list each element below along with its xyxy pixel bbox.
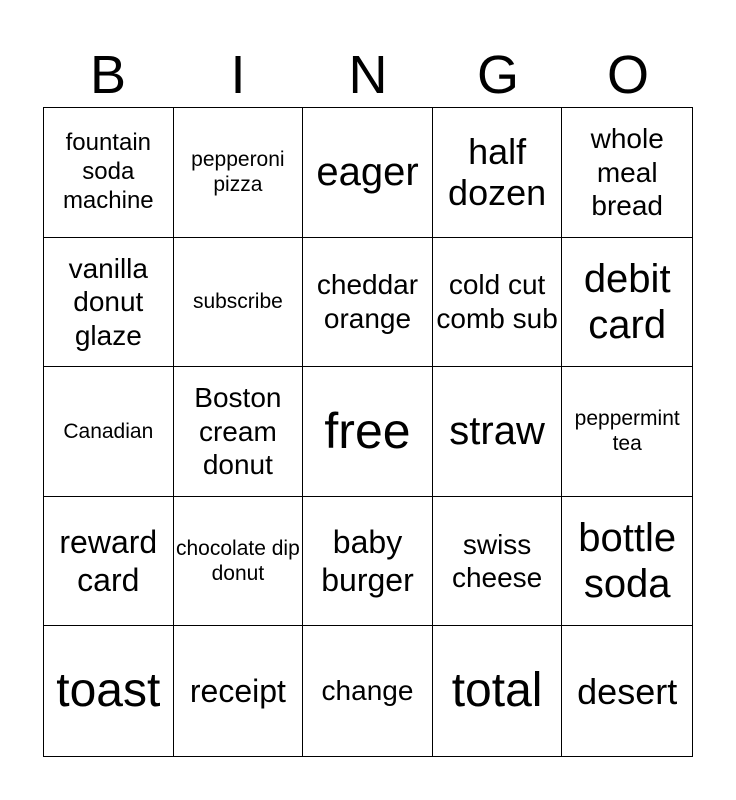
- header-letter-i: I: [230, 45, 246, 105]
- cell-label: whole meal bread: [590, 122, 664, 222]
- header-letter-o: O: [606, 45, 649, 105]
- bingo-cell[interactable]: [303, 108, 433, 238]
- bingo-cell[interactable]: [433, 238, 563, 368]
- cell-label: total: [451, 664, 543, 718]
- bingo-cell[interactable]: [433, 626, 563, 756]
- cell-label: fountain soda machine: [62, 129, 154, 214]
- bingo-cell[interactable]: [303, 238, 433, 368]
- bingo-cell[interactable]: [174, 108, 304, 238]
- bingo-cell[interactable]: [433, 497, 563, 627]
- cell-label: subscribe: [192, 290, 283, 314]
- cell-label: receipt: [189, 673, 286, 709]
- cell-label: half dozen: [448, 130, 547, 214]
- bingo-cell[interactable]: [44, 108, 174, 238]
- cell-label: swiss cheese: [451, 528, 543, 594]
- cell-label: Canadian: [63, 419, 154, 443]
- cell-label: reward card: [59, 523, 158, 599]
- cell-label: straw: [449, 409, 545, 454]
- bingo-cell[interactable]: [174, 367, 304, 497]
- cell-label: debit card: [583, 256, 671, 347]
- header-letter-b: B: [89, 45, 127, 105]
- header-letter-g: G: [476, 45, 519, 105]
- bingo-cell[interactable]: [303, 497, 433, 627]
- bingo-cell[interactable]: [562, 626, 692, 756]
- bingo-cell[interactable]: [562, 108, 692, 238]
- bingo-cell[interactable]: [174, 626, 304, 756]
- bingo-cell[interactable]: [44, 497, 174, 627]
- cell-label: baby burger: [321, 523, 414, 599]
- cell-label: free: [324, 403, 411, 460]
- bingo-cell[interactable]: [562, 367, 692, 497]
- cell-label: Boston cream donut: [194, 382, 282, 481]
- bingo-cell[interactable]: [303, 626, 433, 756]
- bingo-cell[interactable]: [562, 238, 692, 368]
- cell-label: cheddar orange: [316, 269, 419, 334]
- bingo-cell[interactable]: [174, 238, 304, 368]
- cell-label: toast: [56, 664, 161, 718]
- cell-label: peppermint tea: [574, 407, 680, 456]
- bingo-cell[interactable]: [562, 497, 692, 627]
- cell-label: bottle soda: [578, 516, 677, 607]
- cell-label: desert: [577, 670, 678, 712]
- bingo-board: [43, 107, 693, 757]
- cell-label: chocolate dip donut: [176, 536, 300, 586]
- bingo-cell[interactable]: [433, 108, 563, 238]
- bingo-cell[interactable]: [44, 238, 174, 368]
- cell-label: cold cut comb sub: [436, 269, 558, 334]
- bingo-cell[interactable]: [44, 626, 174, 756]
- bingo-cell[interactable]: [433, 367, 563, 497]
- bingo-cell[interactable]: [174, 497, 304, 627]
- bingo-cell[interactable]: [303, 367, 433, 497]
- cell-label: eager: [316, 150, 419, 195]
- bingo-header: [43, 40, 693, 108]
- cell-label: vanilla donut glaze: [68, 252, 148, 351]
- bingo-cell[interactable]: [44, 367, 174, 497]
- header-letter-n: N: [348, 45, 388, 105]
- cell-label: pepperoni pizza: [191, 148, 285, 197]
- cell-label: change: [321, 675, 414, 707]
